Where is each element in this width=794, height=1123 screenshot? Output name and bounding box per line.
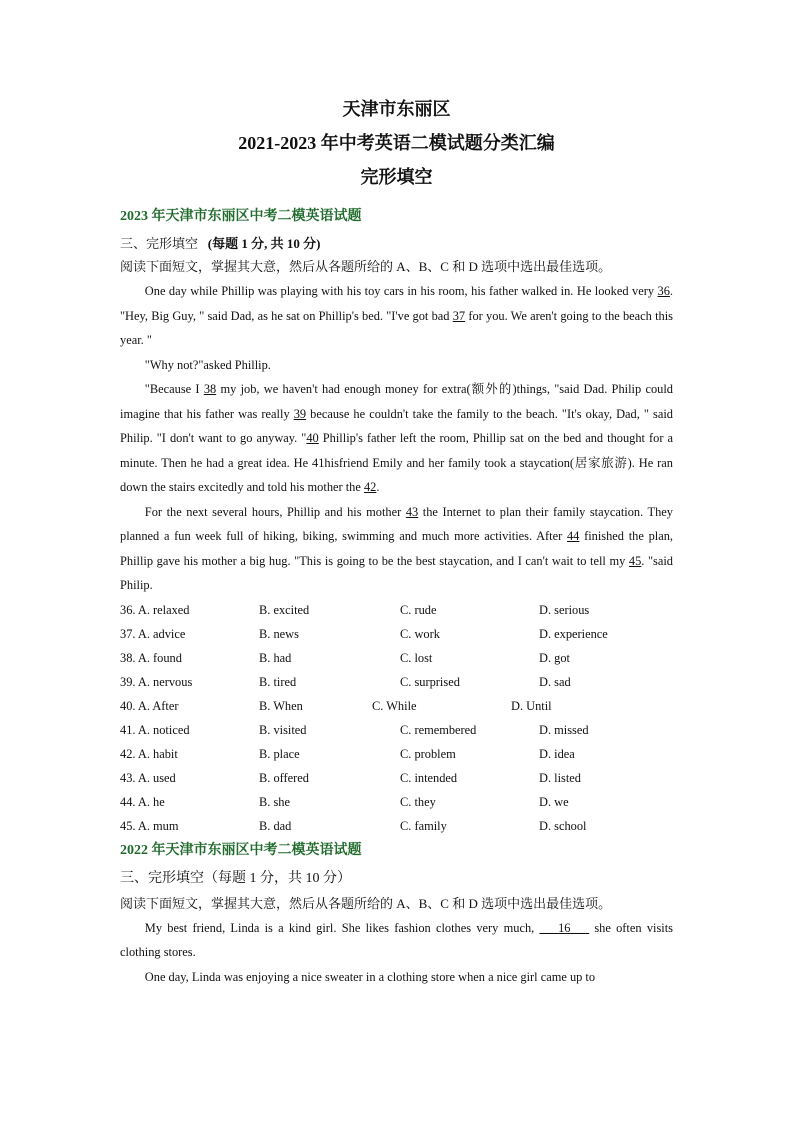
option-row: 43. A. used B. offered C. intended D. listed [120, 770, 581, 785]
passage-paragraph-3: "Because I 38 my job, we haven't had enough money for extra(额外的)things, "said Dad. Philip could imagine that his father was really 39 because he couldn't take the family to the beach. "It's okay, Dad, " said Philip. "I don't want to go anyway. "40 Phillip's father left the room, Phillip sat on the bed and thought for a minute. Then he had a great idea. He 41hisfriend Emily and her family took a staycation(居家旅游). He ran down the stairs excitedly and told his mother the 42. [120, 382, 673, 494]
blank-42: 42 [363, 480, 377, 494]
passage-paragraph-1: One day while Phillip was playing with his toy cars in his room, his father walked in. He looked very 36. "Hey, Big Guy, " said Dad, as he sat on Phillip's bed. "I've got bad 37 for you. We aren't going to the beach this year. " [120, 284, 673, 347]
title-district: 天津市东丽区 [342, 99, 451, 119]
option-row: 36. A. relaxed B. excited C. rude D. serious [120, 602, 590, 617]
passage-paragraph-2: "Why not?"asked Phillip. [144, 357, 271, 372]
option-row: 45. A. mum B. dad C. family D. school [120, 818, 587, 833]
option-row: 38. A. found B. had C. lost D. got [120, 650, 570, 665]
blank-44: 44 [566, 529, 580, 543]
part-points: (每题 1 分, 共 10 分) [207, 236, 321, 251]
section-heading-2022: 2022 年天津市东丽区中考二模英语试题 [120, 842, 362, 858]
passage-paragraph-4: For the next several hours, Phillip and his mother 43 the Internet to plan their family staycation. They planned a fun week full of hiking, biking, swimming and much more activities. After 44 finished the plan, Phillip gave his mother a big hug. "This is going to be the best staycation, and I can't wait to tell my 45. "said Philip. [120, 504, 674, 592]
instruction-2023: 阅读下面短文，掌握其大意，然后从各题所给的 A、B、C 和 D 选项中选出最佳选项。 [120, 259, 612, 274]
blank-39: 39 [293, 406, 307, 421]
part-heading-2023 [120, 232, 673, 255]
option-row: 40. A. After B. When C. While D. Until [120, 698, 552, 713]
option-row: 39. A. nervous B. tired C. surprised D. sad [120, 674, 571, 689]
part-label: 三、完形填空 [120, 236, 199, 251]
blank-45: 45 [628, 553, 642, 568]
blank-36: 36 [657, 284, 670, 298]
blank-38: 38 [203, 382, 217, 396]
section-heading-2023: 2023 年天津市东丽区中考二模英语试题 [120, 209, 362, 224]
title-topic: 完形填空 [360, 167, 433, 187]
blank-40: 40 [306, 431, 319, 445]
title-collection: 2021-2023 年中考英语二模试题分类汇编 [238, 133, 555, 153]
blank-37: 37 [452, 308, 466, 323]
answer-options [120, 598, 673, 838]
blank-43: 43 [405, 504, 419, 519]
option-row: 41. A. noticed B. visited C. remembered D. missed [120, 722, 589, 737]
part-heading-2022: 三、完形填空（每题 1 分，共 10 分） [120, 870, 351, 886]
document-page [120, 92, 673, 989]
passage-2022-paragraph-2: One day, Linda was enjoying a nice sweater in a clothing store when a nice girl came up to [144, 969, 596, 984]
option-row: 42. A. habit B. place C. problem D. idea [120, 746, 575, 761]
option-row: 44. A. he B. she C. they D. we [120, 794, 569, 809]
blank-16: ___16___ [539, 920, 590, 935]
passage-2022-paragraph-1: My best friend, Linda is a kind girl. She likes fashion clothes very much, ___16___ she often visits clothing stores. [120, 920, 673, 959]
option-row: 37. A. advice B. news C. work D. experience [120, 626, 608, 641]
instruction-2022: 阅读下面短文，掌握其大意，然后从各题所给的 A、B、C 和 D 选项中选出最佳选项。 [120, 895, 612, 911]
